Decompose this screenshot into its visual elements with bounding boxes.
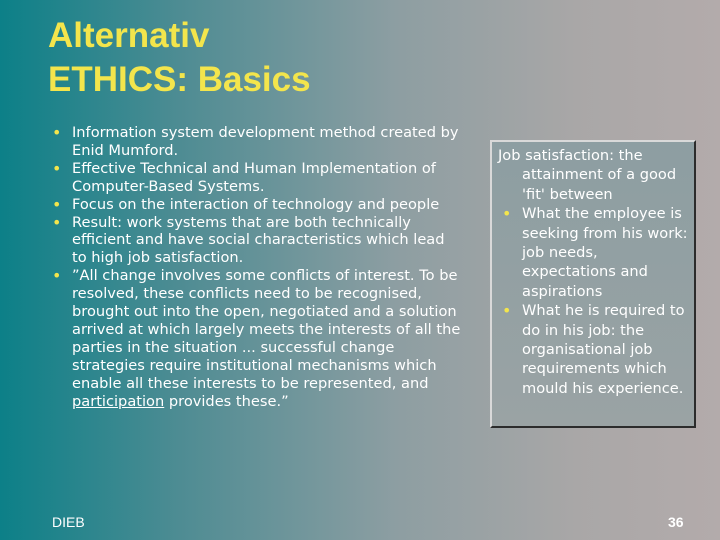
bullet-text: ”All change involves some conflicts of interest. To be resolved, these conflicts need to be recognised, brought out into the open, negotiated and a solution arrived at which largely meets the interests of all the parties in the situation ... successful change strategies require institutional mechanisms which enable all these interests to be represented, and [72,267,461,392]
box-heading: Job satisfaction: [498,147,615,164]
bullet-text: Focus on the interaction of technology and people [72,195,440,213]
footer-label: DIEB [52,514,85,530]
bullet-icon: • [52,158,62,178]
slide-title [48,14,688,102]
job-satisfaction-box [490,140,696,428]
box-bullet-text: What the employee is seeking from his work: job needs, expectations and aspirations [522,205,688,300]
left-bullet-list [52,124,462,411]
list-item [498,301,688,398]
bullet-icon: • [52,212,62,232]
box-intro: attainment of a good 'fit' between [522,166,677,203]
list-item [498,204,688,301]
participation-link[interactable]: participation [72,392,165,410]
bullet-icon: • [52,194,62,214]
bullet-icon: • [502,204,512,224]
title-line-1: Alternativ [48,16,210,55]
box-heading-tail: the [614,147,643,164]
box-bullet-text: What he is required to do in his job: the organisational job requirements which mould his experience. [522,302,685,397]
box-bullet-list [498,204,688,398]
bullet-icon: • [52,266,62,286]
bullet-text-tail: provides these.” [164,392,289,410]
bullet-icon: • [502,301,512,321]
bullet-text: Information system development method created by Enid Mumford. [72,124,459,159]
list-item [52,196,462,214]
list-item [52,267,462,410]
box-heading-line [498,146,688,165]
bullet-icon: • [52,123,62,142]
bullet-text: Result: work systems that are both technically efficient and have social characteristics which lead to high job satisfaction. [72,213,445,267]
bullet-text: Effective Technical and Human Implementation of Computer-Based Systems. [72,159,436,195]
list-item [52,124,462,160]
title-line-2: ETHICS: Basics [48,60,311,99]
page-number: 36 [668,514,684,530]
list-item [52,160,462,196]
list-item [52,214,462,268]
